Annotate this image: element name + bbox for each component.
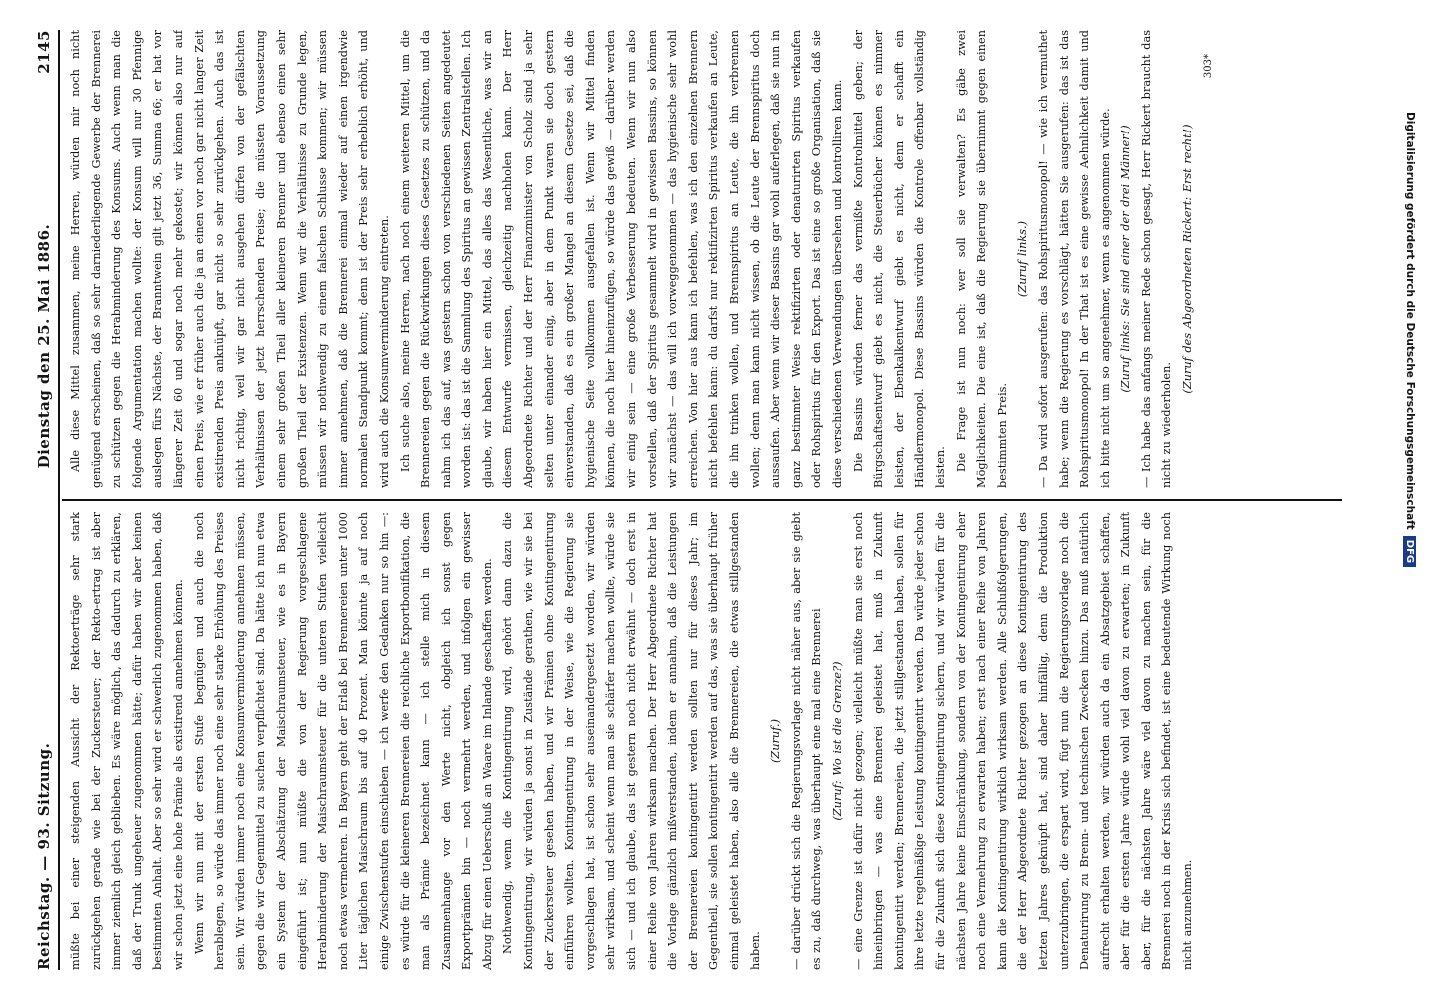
page-header-left-text: Reichstag. — 93. Sitzung. xyxy=(35,742,53,970)
page-header-date: Dienstag den 25. Mai 1886. xyxy=(35,223,53,469)
digitization-credit-text: Digitalisierung gefördert durch die Deutsche Forschungsgemeinschaft xyxy=(1404,112,1416,530)
page-header-left xyxy=(30,510,58,970)
paragraph: Alle diese Mittel zusammen, meine Herren, würden mir noch nicht genügend erscheinen, daß so sehr darniederliegende Gewerbe der Brennerei zu schützen gegen die Herabminderung des Konsums. Auch wenn man die folgende Argumentation machen wollte: der Konsum will nur 30 Pfennige auslegen fürs Nächste, der Branntwein gilt jetzt 36, Summa 66; er hat vor längerer Zeit 60 und sogar noch mehr gekostet; wir können also nur auf einen Preis, wie er früher auch die ja an einen vor noch gar nicht langer Zeit existirenden Preis anknüpft, gar nicht so sehr zurückgehen. Auch das ist nicht richtig, weil wir gar nicht ausgehen dürfen von der gefälschten Verhältnissen der jetzt herrschenden Preise; die müssten Voraussetzung einem sehr großen Theil aller kleineren Brenner und ebenso einen sehr großen Theil der Existenzen. Wenn wir die Verhältnisse zu Grunde legen, müssen wir nothwendig zu einem falschen Schlusse kommen; wir müssen immer annehmen, daß die Brennerei einmal wieder auf einen irgendwie normalen Standpunkt kommt; denn ist der Preis sehr erheblich erhöht, und wird auch die Konsumverminderung eintreten. xyxy=(69,30,391,488)
paragraph: — darüber drückt sich die Regierungsvorlage nicht näher aus, aber sie giebt es zu, daß durchweg, was überhaupt eine mal eine Brennerei xyxy=(789,512,824,970)
interjection: (Zuruf links.) xyxy=(1016,220,1030,298)
paragraph: Ich suche also, meine Herren, nach noch einem weiteren Mittel, um die Brennereien gegen die Rückwirkungen dieses Gesetzes zu schützen, und da nahm ich das auf, was gestern schon von verschiedenen Seiten angedeutet worden ist: das ist die Sammlung des Spiritus an gewissen Zentralstellen. Ich glaube, wir haben hier ein Mittel, das alles das Wesentliche, was wir an diesem Entwurfe vermissen, gleichzeitig nachholen kann. Der Herr Abgeordnete Richter und der Herr Finanzminister von Scholz sind ja sehr selten unter einander einig, aber in dem Punkt waren sie doch gestern einverstanden, daß es ein großer Mangel an diesem Gesetze sei, daß die hygienische Seite vollkommen ausgefallen ist. Wenn wir Mittel finden können, die noch hier hineinzufügen, so würde das gewiß — darüber werden wir einig sein — eine große Verbesserung bedeuten. Wenn wir nun also vorstellen, daß der Spiritus gesammelt wird in gewissen Bassins, so können wir zunächst — das will ich vorweggenommen — das hygienische sehr wohl erreichen. Von hier aus kann ich befehlen, was ich den einzelnen Brennern nicht befehlen kann: du darfst nur rektifizirten Spiritus verkaufen an Leute, die ihn trinken wollen, und Brennspiritus an Leute, die ihn verbrennen wollen; denn man kann nicht wissen, ob die Leute der Brennspiritus doch aussaufen. Aber wenn wir dieser Bassins gar wohl auferlegen, daß sie nun in ganz bestimmter Weise rektifizirten oder denaturirten Spiritus verkaufen oder Rohspiritus für den Export. Das ist eine so große Organisation, daß sie diese verschiedenen Verwendungen übersehen und kontrolliren kann. xyxy=(398,30,844,488)
page-header-right xyxy=(30,30,58,488)
text-column-left xyxy=(66,512,1346,970)
paragraph: — Ich habe das anfangs meiner Rede schon gesagt, Herr Rickert braucht das nicht zu wiederholen. xyxy=(1139,30,1174,488)
signature-mark: 303* xyxy=(1202,54,1214,79)
column-divider xyxy=(62,499,1342,501)
text-column-right xyxy=(66,30,1346,488)
interjection: (Zuruf links: Sie sind einer der drei Männer!) xyxy=(1119,125,1133,393)
page-number: 2145 xyxy=(35,30,53,74)
paragraph: Nothwendig, wenn die Kontingentirung wird, gehört dann dazu die Kontingentirung, wir würden ja sonst in Zustände gerathen, wie wir sie bei der Zuckersteuer gesehen haben, und wir Prämien ohne Kontingentirung einführen wollten. Kontingentirung in der Weise, wie die Regierung sie vorgeschlagen hat, ist schon sehr auseinandergesetzt worden, wir würden sehr wirksam, und scheint wenn man sie schärfer machen wollte, würde sie sich — und ich glaube, das ist gestern noch nicht erwähnt — doch erst in einer Reihe von Jahren wirksam machen. Der Herr Abgeordnete Richter hat die Vorlage gänzlich mißverstanden, indem er annahm, daß die Leistungen der Brennereien kontingentirt werden sollten nur für dieses Jahr; im Gegentheil, sie sollen kontingentirt werden auf das, was sie überhaupt früher einmal geleistet haben, also alle die Brennereien, die etwas stillgestanden haben. xyxy=(501,512,762,970)
dfg-logo-badge: DFG xyxy=(1404,536,1417,567)
paragraph: müßte bei einer steigenden Aussicht der Rektoerträge sehr stark zurückgehen gerade wie bei der Zuckersteuer; der Rekto-ertrag ist aber immer ziemlich gleich geblieben. Es wäre möglich, das dadurch zu erklären, daß der Trunk ungeheuer zugenommen hätte; dafür haben wir aber keinen bestimmten Anhalt. Aber so sehr wird er schwerlich zugenommen haben, daß wir schon jetzt eine hohe Prämie als existirend annehmen können. xyxy=(69,512,185,970)
interjection: (Zuruf.) xyxy=(769,719,783,763)
interjection: (Zuruf des Abgeordneten Rickert: Erst recht!) xyxy=(1181,124,1195,394)
header-rule xyxy=(58,30,60,970)
interjection: (Zuruf: Wo ist die Grenze?) xyxy=(830,661,844,821)
paragraph: Die Bassins würden ferner das vermißte Kontrolmittel geben; der Bürgschaftsentwurf giebt es nicht, die Steuerbücher können es nimmer leisten, der Ebenkalkentwurf giebt es nicht, denn er schafft ein Händlermonopol. Diese Bassins würden die Kontrole offenbar vollständig leisten. xyxy=(851,30,947,488)
paragraph: Die Frage ist nun noch: wer soll sie verwalten? Es gäbe zwei Möglichkeiten. Die eine ist, daß die Regierung sie übernimmt gegen einen bestimmten Preis. xyxy=(954,30,1009,488)
paragraph: — Da wird sofort ausgerufen: das Rohspiritusmonopol! — wie ich vermuthet habe; wenn die Regierung es vorschlägt, hätten Sie ausgerufen: das ist das Rohspiritusmonopol! In der That ist es eine gewisse Aehnlichkeit damit und ich bitte nicht um so angenehmer, wenn es angenommen würde. xyxy=(1036,30,1112,488)
paragraph: — eine Grenze ist dafür nicht gezogen; vielleicht müßte man sie erst noch hineinbringen — was eine Brennerei geleistet hat, muß in Zukunft kontingentirt werden; Brennereien, die jetzt stillgestanden haben, sollen für ihre letzte regelmäßige Leistung kontingentirt werden. Da würde jeder schon für die Zukunft sich diese Kontingentirung sichern, und wir würden für die nächsten Jahre keine Einschränkung, sondern von der Kontingentirung eher noch eine Vermehrung zu erwarten haben; erst nach einer Reihe von Jahren kann die Kontingentirung wirklich wirksam werden. Alle Schlußfolgerungen, die der Herr Abgeordnete Richter gezogen an diese Kontingentirung des letzten Jahres geknüpft hat, sind daher hinfällig, denn die Produktion unterzubringen, die erspart wird, fügt nun die Regierungsvorlage noch die Denaturirung zu Brenn- und technischen Zwecken hinzu. Das muß natürlich aufrecht erhalten werden, wir würden auch da ein Absatzgebiet schaffen, aber für die ersten Jahre würde wohl viel davon zu erwarten; in Zukunft aber, für die nächsten Jahre wäre viel davon zu machen sein, für die Brennerei noch in der Krisis sich befindet, ist eine bedeutende Wirkung noch nicht anzunehmen. xyxy=(851,512,1195,970)
digitization-credit xyxy=(1398,112,1422,896)
paragraph: Wenn wir nun mit der ersten Stufe begnügen und auch die noch herablegen, so würde das immer noch eine sehr starke Erhöhung des Preises sein. Wir würden immer noch eine Konsumverminderung annehmen müssen, gegen die wir Gegenmittel zu suchen verpflichtet sind. Da hätte ich nun etwa ein System der Abschätzung der Maischraumsteuer, wie es in Bayern eingeführt ist; nun müßte die von der Regierung vorgeschlagene Herabminderung der Maischraumsteuer für die unteren Stufen vielleicht noch etwas vermehren. In Bayern geht der Erlaß bei Brennereien unter 1000 Liter täglichen Maischraum bis auf 40 Prozent. Man könnte ja auf noch einige Zwischenstufen einschieben — ich werfe den Gedanken nur so hin —: es würde für die kleineren Brennereien die reichliche Exportbonifikation, die man als Prämie bezeichnet kann — ich stelle mich in diesem Zusammenhange vor den Werte nicht, obgleich ich sonst gegen Exportprämien bin — noch vermehrt werden, und infolgen ein gewisser Abzug für einen Ueberschuß an Waare im Inlande geschaffen werden. xyxy=(192,512,494,970)
